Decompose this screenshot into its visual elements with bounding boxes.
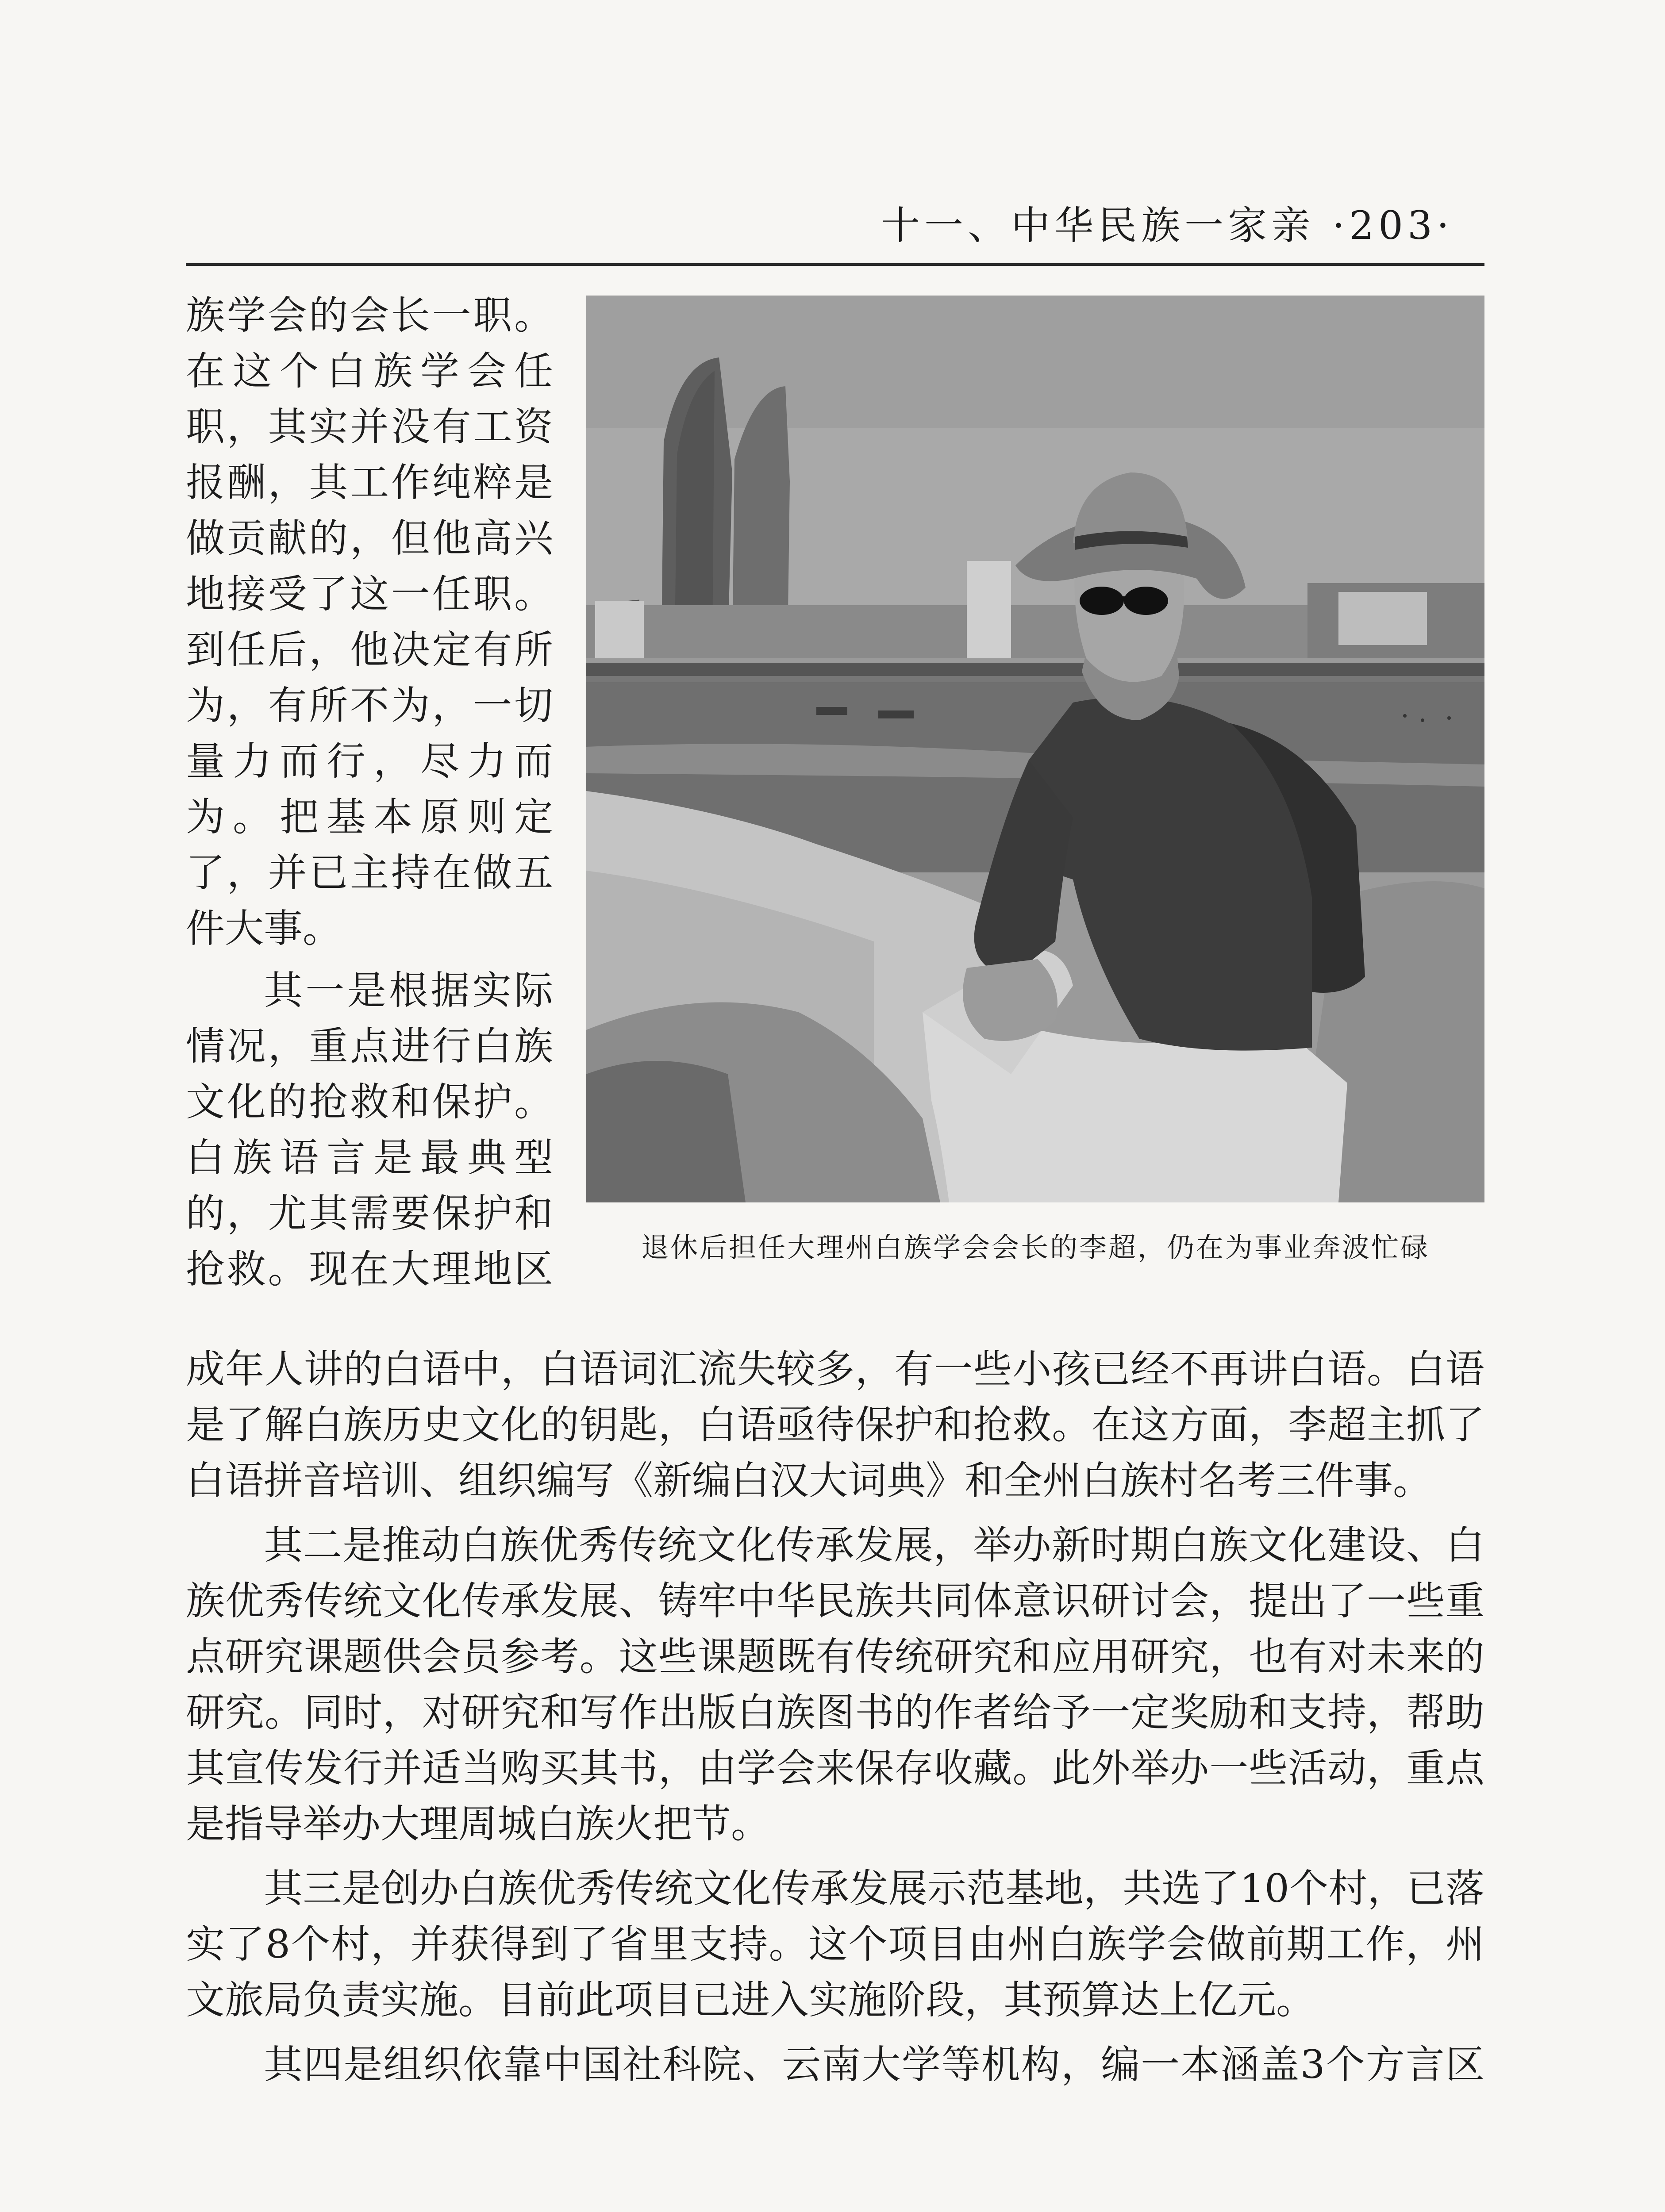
text-line: 文化的抢救和保护。 <box>186 1079 553 1125</box>
chapter-title: 十一、中华民族一家亲 <box>881 203 1315 248</box>
text-line: 为。把基本原则定 <box>186 794 553 840</box>
photo-caption: 退休后担任大理州白族学会会长的李超，仍在为事业奔波忙碌 <box>641 1231 1430 1263</box>
text-line: 做贡献的，但他高兴 <box>186 515 553 561</box>
text-line: 职，其实并没有工资 <box>186 404 553 449</box>
text-line: 成年人讲的白语中，白语词汇流失较多，有一些小孩已经不再讲白语。白语 <box>186 1346 1484 1392</box>
text-line: 其三是创办白族优秀传统文化传承发展示范基地，共选了10个村，已落 <box>264 1866 1484 1911</box>
text-line: 是指导举办大理周城白族火把节。 <box>186 1801 770 1847</box>
full-width-text <box>186 1341 1484 2093</box>
text-line: 了，并已主持在做五 <box>186 850 553 895</box>
running-header <box>186 184 1484 266</box>
text-line: 是了解白族历史文化的钥匙，白语亟待保护和抢救。在这方面，李超主抓了 <box>186 1402 1484 1448</box>
text-line: 地接受了这一任职。 <box>186 571 553 617</box>
text-line: 文旅局负责实施。目前此项目已进入实施阶段，其预算达上亿元。 <box>186 1977 1315 2023</box>
header-text <box>881 195 1454 250</box>
text-line: 白族语言是最典型 <box>186 1135 553 1180</box>
text-line: 为，有所不为，一切 <box>186 683 553 728</box>
text-line: 其二是推动白族优秀传统文化传承发展，举办新时期白族文化建设、白 <box>264 1522 1484 1568</box>
text-line: 件大事。 <box>186 906 342 951</box>
narrow-column <box>186 288 553 1297</box>
text-line: 情况，重点进行白族 <box>186 1023 553 1069</box>
text-line: 族学会的会长一职。 <box>186 292 553 338</box>
text-line: 到任后，他决定有所 <box>186 627 553 672</box>
text-line: 其一是根据实际 <box>264 968 553 1013</box>
photo <box>586 296 1484 1202</box>
text-line: 在这个白族学会任 <box>186 348 553 394</box>
text-line: 其宣传发行并适当购买其书，由学会来保存收藏。此外举办一些活动，重点 <box>186 1745 1484 1791</box>
text-line: 实了8个村，并获得到了省里支持。这个项目由州白族学会做前期工作，州 <box>186 1921 1484 1967</box>
text-line: 其四是组织依靠中国社科院、云南大学等机构，编一本涵盖3个方言区 <box>264 2042 1484 2087</box>
text-line: 族优秀传统文化传承发展、铸牢中华民族共同体意识研讨会，提出了一些重 <box>186 1578 1484 1624</box>
text-line: 白语拼音培训、组织编写《新编白汉大词典》和全州白族村名考三件事。 <box>186 1458 1432 1503</box>
text-line: 抢救。现在大理地区 <box>186 1246 553 1292</box>
text-line: 研究。同时，对研究和写作出版白族图书的作者给予一定奖励和支持，帮助 <box>186 1690 1484 1735</box>
text-line: 报酬，其工作纯粹是 <box>186 460 553 505</box>
page-number: ·203· <box>1332 203 1454 248</box>
text-line: 量力而行，尽力而 <box>186 738 553 784</box>
text-line: 的，尤其需要保护和 <box>186 1190 553 1236</box>
text-line: 点研究课题供会员参考。这些课题既有传统研究和应用研究，也有对未来的 <box>186 1634 1484 1679</box>
